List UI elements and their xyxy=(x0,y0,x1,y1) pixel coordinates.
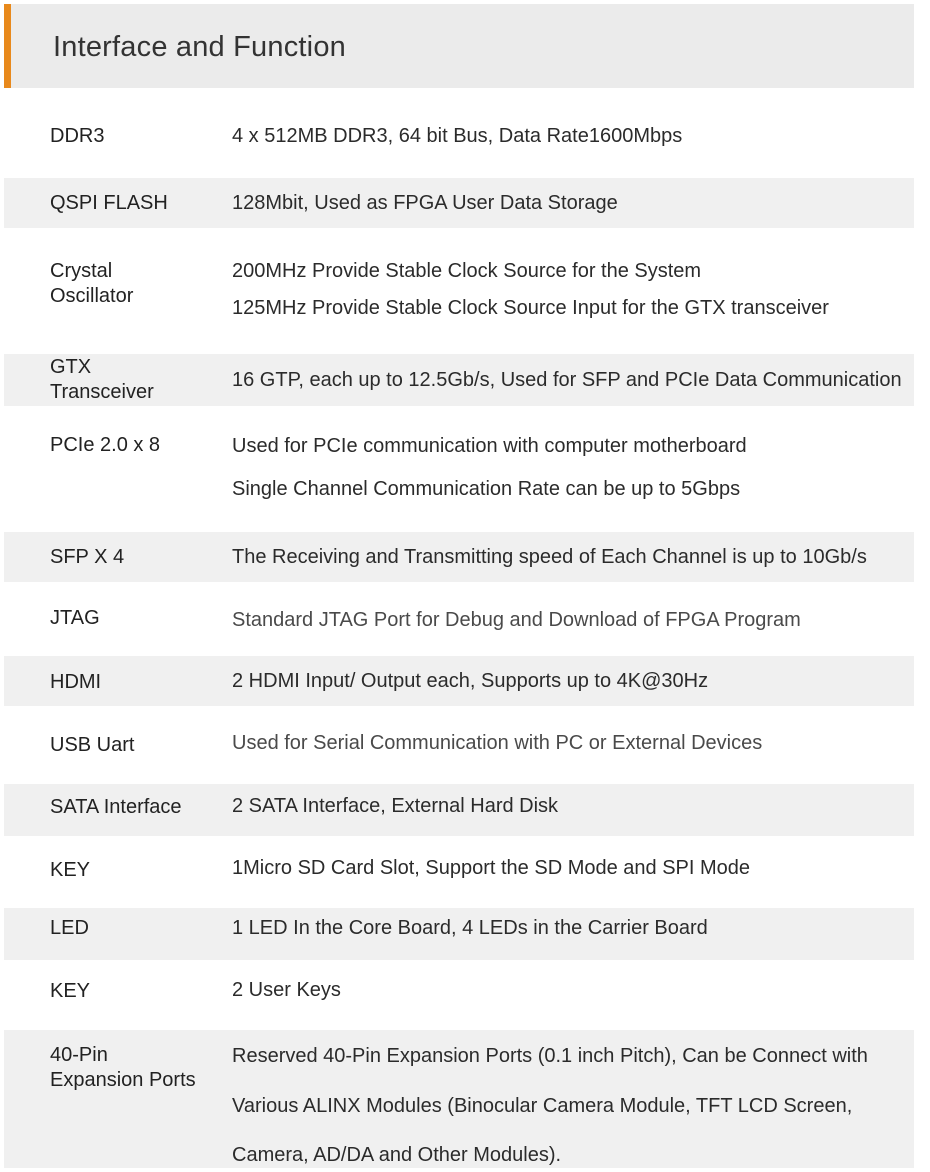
row-label: Transceiver xyxy=(50,381,154,403)
row-value: Various ALINX Modules (Binocular Camera Module, TFT LCD Screen, xyxy=(232,1095,853,1117)
row-value: 1Micro SD Card Slot, Support the SD Mode and SPI Mode xyxy=(232,857,751,879)
row-label: Crystal xyxy=(50,260,113,282)
row-value: Camera, AD/DA and Other Modules). xyxy=(232,1144,562,1166)
row-value: 200MHz Provide Stable Clock Source for the System xyxy=(232,260,702,282)
row-value: 128Mbit, Used as FPGA User Data Storage xyxy=(232,192,618,214)
table-row xyxy=(4,970,914,1020)
row-value: Reserved 40-Pin Expansion Ports (0.1 inch Pitch), Can be Connect with xyxy=(232,1045,868,1067)
table-row xyxy=(4,354,914,406)
row-value: Used for PCIe communication with computer motherboard xyxy=(232,435,747,457)
row-value: Standard JTAG Port for Debug and Download of FPGA Program xyxy=(232,609,801,631)
accent-bar xyxy=(4,4,11,88)
section-title: Interface and Function xyxy=(53,31,346,63)
row-value: Used for Serial Communication with PC or External Devices xyxy=(232,732,763,754)
row-label: Oscillator xyxy=(50,285,134,307)
row-label: DDR3 xyxy=(50,125,105,147)
table-row xyxy=(4,112,914,162)
table-row xyxy=(4,178,914,228)
table-row xyxy=(4,594,914,644)
row-label: HDMI xyxy=(50,671,102,693)
row-value: 2 User Keys xyxy=(232,979,341,1001)
row-label: USB Uart xyxy=(50,734,135,756)
row-label: KEY xyxy=(50,859,91,881)
row-value: Single Channel Communication Rate can be up to 5Gbps xyxy=(232,478,741,500)
row-label: QSPI FLASH xyxy=(50,192,168,214)
row-value: 2 SATA Interface, External Hard Disk xyxy=(232,795,559,817)
row-label: GTX xyxy=(50,356,92,378)
row-value: 1 LED In the Core Board, 4 LEDs in the Carrier Board xyxy=(232,917,708,939)
row-label: JTAG xyxy=(50,607,100,629)
row-label: 40-Pin xyxy=(50,1044,108,1066)
row-value: The Receiving and Transmitting speed of Each Channel is up to 10Gb/s xyxy=(232,546,867,568)
row-label: Expansion Ports xyxy=(50,1069,196,1091)
table-row xyxy=(4,246,914,336)
table-row xyxy=(4,532,914,582)
row-label: SATA Interface xyxy=(50,796,182,818)
row-value: 125MHz Provide Stable Clock Source Input for the GTX transceiver xyxy=(232,297,829,319)
table-row xyxy=(4,784,914,836)
section-header xyxy=(4,4,914,88)
table-row xyxy=(4,908,914,960)
row-value: 16 GTP, each up to 12.5Gb/s, Used for SFP and PCIe Data Communication xyxy=(232,369,902,391)
row-label: KEY xyxy=(50,980,91,1002)
row-value: 2 HDMI Input/ Output each, Supports up to 4K@30Hz xyxy=(232,670,709,692)
table-row xyxy=(4,422,914,512)
table-row xyxy=(4,1030,914,1168)
table-row xyxy=(4,846,914,896)
row-label: LED xyxy=(50,917,89,939)
table-row xyxy=(4,718,914,768)
row-label: SFP X 4 xyxy=(50,546,125,568)
table-row xyxy=(4,656,914,706)
row-label: PCIe 2.0 x 8 xyxy=(50,434,161,456)
row-value: 4 x 512MB DDR3, 64 bit Bus, Data Rate1600Mbps xyxy=(232,125,683,147)
